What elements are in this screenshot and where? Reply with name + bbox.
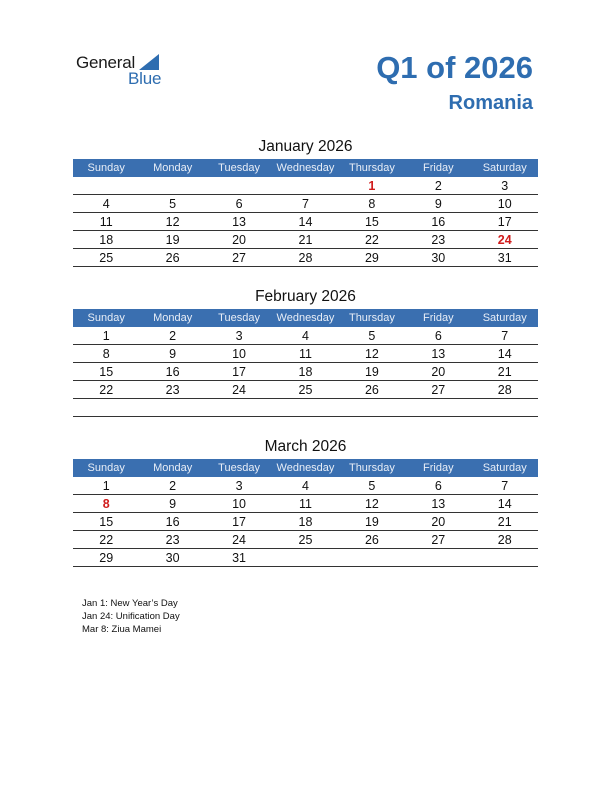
holiday-day-cell: 24: [497, 233, 512, 247]
weekday-label: Friday: [423, 462, 454, 474]
day-cell: 20: [431, 515, 446, 529]
week-row: [73, 231, 538, 249]
weekday-label: Wednesday: [276, 162, 335, 174]
general-blue-logo: [76, 53, 186, 89]
day-cell: 1: [102, 329, 110, 343]
day-cell: 6: [434, 329, 442, 343]
weekday-label: Saturday: [482, 312, 527, 324]
weekday-label: Tuesday: [218, 312, 260, 324]
week-row: [73, 177, 538, 195]
weekday-label: Saturday: [482, 162, 527, 174]
weekday-label: Sunday: [87, 162, 125, 174]
day-cell: 23: [165, 533, 180, 547]
weekday-label: Monday: [153, 312, 193, 324]
day-cell: 19: [364, 515, 379, 529]
day-cell: 23: [431, 233, 446, 247]
day-cell: 11: [298, 347, 312, 361]
month-title: February 2026: [255, 288, 356, 305]
weekday-label: Tuesday: [218, 162, 260, 174]
week-row: [73, 363, 538, 381]
day-cell: 17: [497, 215, 512, 229]
day-cell: 20: [431, 365, 446, 379]
week-row: [73, 381, 538, 399]
day-cell: 16: [431, 215, 446, 229]
logo-triangle-icon: [139, 54, 159, 70]
day-cell: 25: [99, 251, 114, 265]
day-cell: 3: [501, 179, 509, 193]
day-cell: 16: [165, 515, 180, 529]
day-cell: 1: [102, 479, 110, 493]
day-cell: 22: [99, 533, 114, 547]
weekday-header-row: [73, 159, 538, 177]
day-cell: 30: [165, 551, 180, 565]
month-calendar-february: [73, 286, 538, 417]
day-cell: 17: [232, 365, 246, 379]
weekday-label: Friday: [423, 312, 454, 324]
day-cell: 28: [497, 533, 512, 547]
day-cell: 15: [99, 515, 114, 529]
page-title: Q1 of 2026: [376, 50, 533, 85]
weekday-label: Saturday: [482, 462, 527, 474]
day-cell: [272, 177, 338, 194]
day-cell: 2: [434, 179, 442, 193]
day-cell: 10: [232, 497, 246, 511]
holiday-note: Mar 8: Ziua Mamei: [82, 624, 162, 635]
day-cell: 15: [99, 365, 114, 379]
day-cell: 27: [431, 383, 446, 397]
day-cell: [139, 399, 205, 416]
weekday-label: Monday: [153, 162, 193, 174]
day-cell: 26: [364, 383, 379, 397]
weekday-label: Wednesday: [276, 462, 335, 474]
weekday-label: Friday: [423, 162, 454, 174]
day-cell: [206, 177, 272, 194]
weekday-label: Thursday: [348, 462, 395, 474]
day-cell: 24: [232, 533, 246, 547]
day-cell: 7: [501, 329, 509, 343]
day-cell: 14: [497, 497, 512, 511]
day-cell: 11: [298, 497, 312, 511]
week-row: [73, 213, 538, 231]
day-cell: 4: [302, 329, 309, 343]
day-cell: 25: [298, 383, 313, 397]
week-row: [73, 345, 538, 363]
day-cell: 4: [102, 197, 110, 211]
month-title: March 2026: [264, 438, 347, 455]
day-cell: [139, 177, 205, 194]
day-cell: 12: [364, 347, 379, 361]
day-cell: [73, 177, 139, 194]
holiday-day-cell: 1: [368, 179, 376, 193]
day-cell: 5: [368, 329, 376, 343]
holiday-notes: [82, 597, 180, 636]
day-cell: [272, 549, 338, 566]
day-cell: 18: [298, 365, 313, 379]
month-title: January 2026: [258, 138, 353, 155]
day-cell: [339, 399, 405, 416]
day-cell: 29: [364, 251, 379, 265]
day-cell: [206, 399, 272, 416]
day-cell: [339, 549, 405, 566]
day-cell: 28: [497, 383, 512, 397]
day-cell: 3: [235, 479, 243, 493]
weekday-label: Tuesday: [218, 462, 260, 474]
weekday-label: Wednesday: [276, 312, 335, 324]
day-cell: 19: [165, 233, 180, 247]
day-cell: [272, 399, 338, 416]
weekday-label: Thursday: [348, 162, 395, 174]
week-row: [73, 477, 538, 495]
day-cell: 20: [232, 233, 246, 247]
day-cell: 18: [99, 233, 114, 247]
day-cell: 22: [99, 383, 114, 397]
day-cell: 26: [364, 533, 379, 547]
day-cell: 6: [434, 479, 442, 493]
day-cell: 7: [302, 197, 309, 211]
week-row: [73, 249, 538, 267]
day-cell: 14: [298, 215, 313, 229]
day-cell: 27: [431, 533, 446, 547]
day-cell: 8: [102, 347, 110, 361]
month-calendar-january: [73, 136, 538, 267]
logo-word-blue: Blue: [128, 69, 162, 88]
day-cell: 5: [169, 197, 177, 211]
day-cell: 18: [298, 515, 313, 529]
day-cell: 26: [165, 251, 180, 265]
day-cell: 12: [165, 215, 180, 229]
day-cell: 14: [497, 347, 512, 361]
day-cell: 13: [431, 497, 446, 511]
day-cell: 13: [232, 215, 246, 229]
day-cell: 24: [232, 383, 246, 397]
holiday-note: Jan 24: Unification Day: [82, 611, 180, 622]
day-cell: 10: [232, 347, 246, 361]
day-cell: 12: [364, 497, 379, 511]
day-cell: [472, 549, 538, 566]
weekday-header-row: [73, 459, 538, 477]
day-cell: 7: [501, 479, 509, 493]
day-cell: 8: [368, 197, 376, 211]
week-row: [73, 531, 538, 549]
day-cell: 4: [302, 479, 309, 493]
week-row: [73, 513, 538, 531]
week-row: [73, 549, 538, 567]
day-cell: 31: [232, 551, 246, 565]
day-cell: 5: [368, 479, 376, 493]
day-cell: 21: [497, 365, 512, 379]
holiday-note: Jan 1: New Year’s Day: [82, 598, 178, 609]
day-cell: 13: [431, 347, 446, 361]
day-cell: 29: [99, 551, 114, 565]
day-cell: 21: [497, 515, 512, 529]
week-row: [73, 327, 538, 345]
logo-word-general: General: [76, 53, 136, 72]
day-cell: [472, 399, 538, 416]
day-cell: 9: [434, 197, 442, 211]
day-cell: [405, 549, 471, 566]
weekday-label: Monday: [153, 462, 193, 474]
week-row: [73, 399, 538, 417]
week-row: [73, 195, 538, 213]
day-cell: 21: [298, 233, 313, 247]
week-row: [73, 495, 538, 513]
day-cell: 17: [232, 515, 246, 529]
day-cell: 15: [364, 215, 379, 229]
day-cell: 30: [431, 251, 446, 265]
holiday-day-cell: 8: [102, 497, 110, 511]
day-cell: 2: [169, 329, 177, 343]
day-cell: 9: [169, 347, 177, 361]
day-cell: 9: [169, 497, 177, 511]
day-cell: 22: [364, 233, 379, 247]
weekday-label: Thursday: [348, 312, 395, 324]
month-calendar-march: [73, 436, 538, 567]
day-cell: 27: [232, 251, 246, 265]
country-subtitle: Romania: [448, 92, 533, 114]
weekday-header-row: [73, 309, 538, 327]
day-cell: 3: [235, 329, 243, 343]
day-cell: 11: [99, 215, 113, 229]
day-cell: 31: [497, 251, 512, 265]
weekday-label: Sunday: [87, 462, 125, 474]
day-cell: 2: [169, 479, 177, 493]
weekday-label: Sunday: [87, 312, 125, 324]
day-cell: 19: [364, 365, 379, 379]
day-cell: 25: [298, 533, 313, 547]
day-cell: 10: [497, 197, 512, 211]
day-cell: 23: [165, 383, 180, 397]
day-cell: [73, 399, 139, 416]
day-cell: 6: [235, 197, 243, 211]
day-cell: [405, 399, 471, 416]
day-cell: 28: [298, 251, 313, 265]
day-cell: 16: [165, 365, 180, 379]
